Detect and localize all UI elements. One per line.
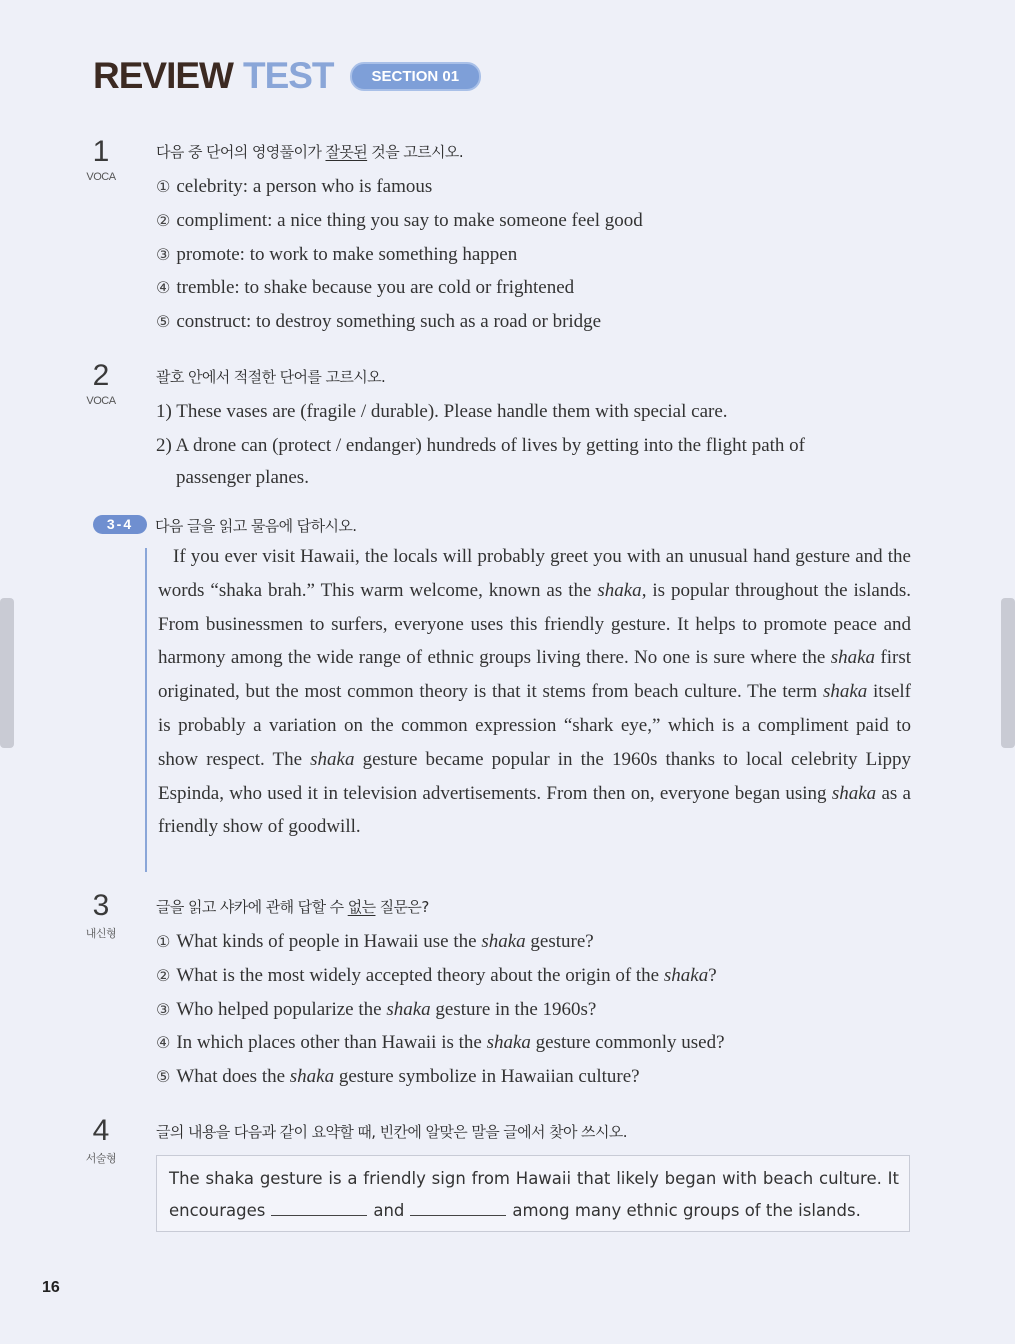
q2-prompt: 괄호 안에서 적절한 단어를 고르시오. [156,368,386,386]
q4-number: 4 [92,1114,110,1147]
summary-part-1: The shaka gesture is a friendly sign from Hawaii that likely began with beach culture. It encourages [169,1169,899,1220]
option-text: gesture symbolize in Hawaiian culture? [334,1066,640,1087]
option-number: ④ [156,1033,171,1052]
option-text: ? [708,965,717,986]
option-italic: shaka [663,965,709,986]
summary-text [169,1163,899,1227]
option-number: ④ [156,278,171,297]
option-text: In which places other than Hawaii is the [176,1032,487,1053]
option-text: tremble: to shake because you are cold or frightened [176,277,575,298]
option-number: ② [156,966,171,985]
passage-text: , is popular throughout the islands. From businessmen to surfers, everyone uses this friendly gesture. It helps to promote peace and harmony among the wide range of ethnic groups living there. No one is sure where the [158,579,911,669]
page-header [93,54,481,98]
option-number: ⑤ [156,312,171,331]
option-text: Who helped popularize the [176,999,387,1020]
q4-prompt: 글의 내용을 다음과 같이 요약할 때, 빈칸에 알맞은 말을 글에서 찾아 쓰시오. [156,1123,627,1141]
q3-option-3[interactable] [156,999,596,1021]
q1-number: 1 [92,135,110,168]
q3-option-5[interactable] [156,1066,640,1088]
title-review: REVIEW [93,55,233,96]
option-text: What kinds of people in Hawaii use the [176,931,482,952]
q2-item-2-continued: passenger planes. [176,467,309,488]
option-number: ⑤ [156,1067,171,1086]
q1-option-2[interactable] [156,210,643,232]
question-4-number [82,1116,120,1166]
option-number: ① [156,932,171,951]
q1-prompt-underline: 잘못된 [325,143,368,161]
right-page-tab[interactable] [1001,598,1015,748]
q2-number: 2 [92,359,110,392]
option-number: ③ [156,245,171,264]
option-text: celebrity: a person who is famous [176,176,433,197]
option-italic: shaka [481,931,526,952]
q1-prompt [156,141,463,162]
q3-option-1[interactable] [156,931,594,953]
question-3-number [82,891,120,941]
q3-number: 3 [92,889,110,922]
q1-option-4[interactable] [156,277,574,299]
q1-prompt-post: 것을 고르시오. [367,143,463,161]
q3-tag: 내신형 [85,928,117,940]
q3-prompt-post: 질문은? [375,898,429,916]
q2-item-2[interactable]: 2) A drone can (protect / endanger) hundreds of lives by getting into the flight path of [156,435,805,456]
passage-text: first originated, but the most common theory is that it stems from beach culture. The term [158,647,911,703]
option-number: ② [156,211,171,230]
option-text: What is the most widely accepted theory about the origin of the [176,965,664,986]
passage-text: If you ever visit Hawaii, the locals will probably greet you with an unusual hand gesture and the words “shaka brah.” This warm welcome, known as the [158,546,911,601]
q1-tag: VOCA [86,171,116,183]
q1-option-1[interactable] [156,176,432,198]
option-text: construct: to destroy something such as a road or bridge [176,311,602,332]
q4-tag: 서술형 [85,1153,117,1165]
question-2-number [82,361,120,407]
q2-item-1[interactable]: 1) These vases are (fragile / durable). Please handle them with special care. [156,401,728,422]
option-number: ① [156,177,171,196]
passage-italic: shaka [822,681,868,703]
summary-part-2: and [373,1201,405,1220]
q3-prompt-underline: 없는 [347,898,376,916]
passage-text: as a friendly show of goodwill. [158,782,911,838]
passage-italic: shaka [597,579,642,601]
passage-rule [145,548,147,872]
q3-prompt-pre: 글을 읽고 샤카에 관해 답할 수 [156,898,348,916]
q1-option-3[interactable] [156,244,517,266]
passage-badge: 3-4 [93,515,147,534]
q1-option-5[interactable] [156,311,601,333]
q2-tag: VOCA [86,395,116,407]
option-italic: shaka [486,1032,531,1053]
option-text: compliment: a nice thing you say to make someone feel good [176,210,643,231]
page-number: 16 [42,1279,60,1296]
option-italic: shaka [289,1066,335,1087]
option-text: What does the [176,1066,290,1087]
q3-option-4[interactable] [156,1032,725,1054]
question-1-number [82,137,120,183]
option-italic: shaka [386,999,431,1020]
reading-passage [158,540,911,844]
summary-box [156,1155,910,1232]
option-text: promote: to work to make something happen [176,244,518,265]
option-text: gesture? [525,931,594,952]
section-badge: SECTION 01 [350,62,482,91]
q1-prompt-pre: 다음 중 단어의 영영풀이가 [156,143,326,161]
option-text: gesture commonly used? [530,1032,725,1053]
q3-option-2[interactable] [156,965,717,987]
passage-text: gesture became popular in the 1960s thanks to local celebrity Lippy Espinda, who used it in television advertisements. From then on, everyone began using [158,748,911,804]
passage-italic: shaka [310,748,355,770]
option-number: ③ [156,1000,171,1019]
option-text: gesture in the 1960s? [430,999,597,1020]
passage-italic: shaka [830,647,876,669]
q3-prompt [156,896,429,917]
summary-part-3: among many ethnic groups of the islands. [512,1201,861,1220]
passage-prompt: 다음 글을 읽고 물음에 답하시오. [155,517,357,535]
passage-text: itself is probably a variation on the common expression “shark eye,” which is a compliment paid to show respect. The [158,681,912,770]
title-test: TEST [242,55,334,96]
answer-blank-2[interactable] [410,1201,506,1216]
passage-italic: shaka [831,782,877,804]
answer-blank-1[interactable] [271,1201,367,1216]
left-page-tab[interactable] [0,598,14,748]
